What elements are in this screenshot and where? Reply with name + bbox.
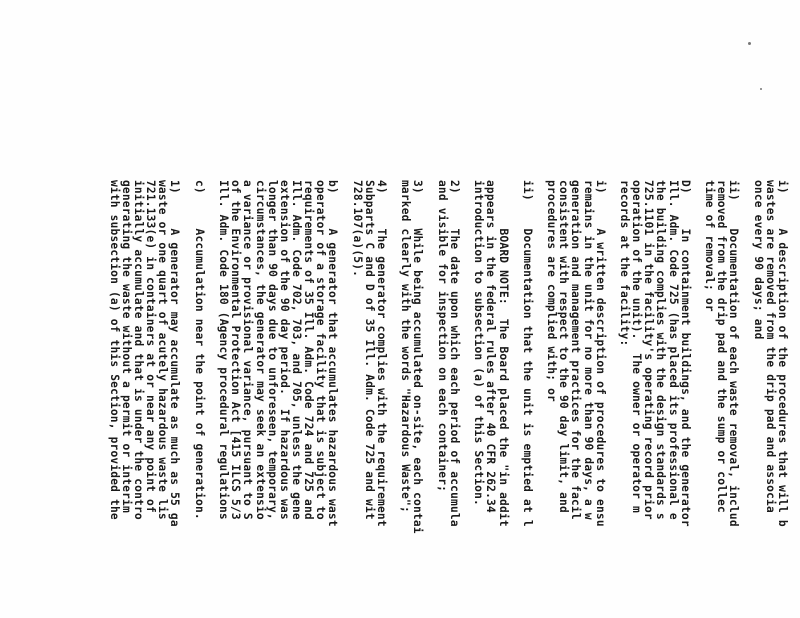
document-text-line: and visible for inspection on each container; (435, 180, 449, 493)
document-text-line: procedures are complied with; or (545, 180, 559, 402)
document-text-line: ii) Documentation that the unit is emptied at l (520, 180, 534, 527)
document-text-line: 721.133(e) in containers at or near any point of (144, 180, 158, 513)
document-text-line: Ill. Adm. Code 725 (has placed its professional e (666, 180, 680, 520)
document-text-line: introduction to subsection (a) of this Section. (472, 180, 486, 506)
document-text-line: wastes are removed from the drip pad and associa (763, 180, 777, 513)
document-text-line: 728.107(a)(5). (350, 180, 364, 278)
document-text-line: longer than 90 days due to unforeseen, temporary, (265, 180, 279, 520)
document-text-line: i) A written description of procedures to ensu (593, 180, 607, 527)
document-text-line: Ill. Adm. Code 702, 703, and 705, unless the gene (290, 180, 303, 520)
document-text-line: D) In containment buildings, and the generator (678, 180, 692, 527)
document-text-line: generation and management practices for the facil (569, 180, 583, 520)
document-text-line: with subsection (a) of this Section, provided the (107, 180, 121, 520)
document-text-line: the building complies with the design standards s (654, 180, 668, 520)
document-text-line: of the Environmental Protection Act [415 ILCS 5/3 (229, 180, 243, 520)
document-text-line: appears in the federal rules after 40 CFR 262.34 (484, 180, 498, 513)
scan-speck (748, 42, 751, 45)
document-text-line: circumstances, the generator may seek an extensio (253, 180, 267, 520)
document-text-line: Ill. Adm. Code 180 (Agency procedural regulations (217, 180, 231, 520)
document-text-line: once every 90 days; and (751, 180, 765, 340)
document-text-line: a variance or provisional variance, pursuant to S (241, 180, 255, 520)
document-text-line: c) Accumulation near the point of generation. (192, 180, 206, 520)
document-text-line: BOARD NOTE: The Board placed the "in addit (496, 180, 510, 527)
document-text-line: 2) The date upon which each period of accumula (447, 180, 461, 527)
document-text-line: records at the facility: (618, 180, 632, 347)
document-text-line: ii) Documentation of each waste removal, includ (727, 180, 741, 527)
document-text-line: 1) A generator may accumulate as much as 55 ga (168, 180, 182, 527)
document-text-line: 725.1101 in the facility's operating record prior (642, 180, 656, 520)
document-text-line: 4) The generator complies with the requirement (375, 180, 389, 527)
document-text-line: initially accumulate and that is under the contro (132, 180, 146, 520)
document-text-line: Subparts C and D of 35 Ill. Adm. Code 725 and wit (362, 180, 376, 520)
document-text-line: waste or one quart of acutely hazardous waste lis (156, 180, 170, 520)
scan-speck (760, 88, 762, 90)
document-text-line: remains in the unit for no more than 90 days, a w (581, 180, 595, 520)
document-text-line: removed from the drip pad and the sump or collec (715, 180, 729, 513)
document-text-line: operator of a storage facility that is subject to (314, 180, 328, 520)
document-text-line: extension of the 90 day period. If hazardous was (277, 180, 291, 520)
document-text-line: 3) While being accumulated on-site, each contai (411, 180, 425, 534)
document-text-line: time of removal; or (703, 180, 717, 312)
document-text-line: operation of the unit). The owner or operator m (630, 180, 644, 513)
document-text-line: b) A generator that accumulates hazardous wast (326, 180, 340, 527)
document-text-line: marked clearly with the words "Hazardous Waste"; (399, 180, 413, 513)
document-text-line: consistent with respect to the 90 day limit, and (557, 180, 571, 513)
document-text-line: requirements of 35 Ill. Adm. Code 724 and 725 and (302, 180, 316, 520)
document-text-line: generating the waste without a permit or interim (119, 180, 133, 513)
document-text-line: i) A description of the procedures that will b (776, 180, 789, 527)
